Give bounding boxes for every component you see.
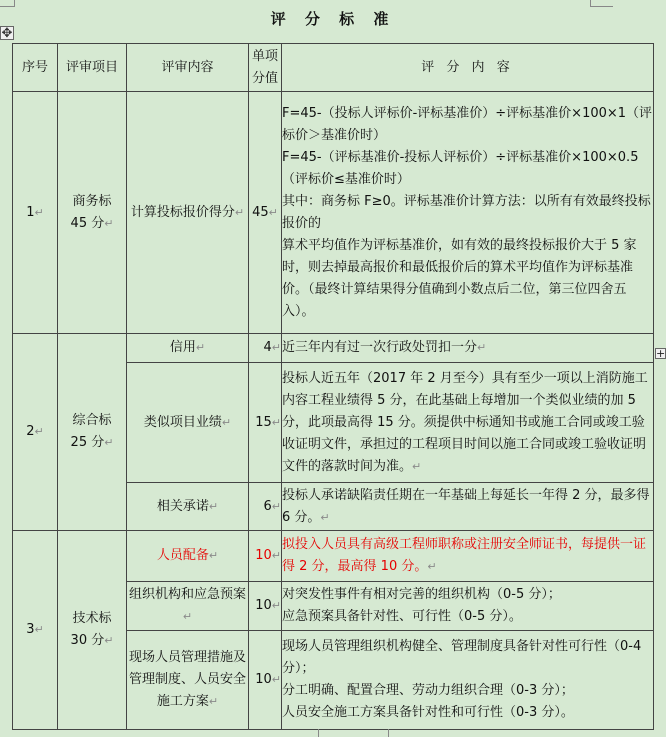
row-criteria	[282, 582, 654, 631]
table-row	[13, 92, 654, 334]
header-row	[13, 44, 654, 92]
section-item: 综合标 25 分↵	[58, 334, 127, 531]
row-criteria	[282, 631, 654, 730]
row-content: 相关承诺↵	[127, 483, 249, 531]
table-row	[13, 334, 654, 363]
header-score	[249, 44, 282, 92]
criteria-line: 其中：商务标 F≥0。评标基准价计算方法：以所有有效最终投标报价的	[282, 193, 651, 231]
row-criteria: 拟投入人员具有高级工程师职称或注册安全师证书，每提供一证得 2 分，最高得 10 分。↵	[282, 531, 654, 582]
header-score-line1: 单项	[251, 48, 278, 64]
criteria-line: F=45-（投标人评标价-评标基准价）÷评标基准价×100×1（评标价＞基准价时）	[282, 105, 653, 143]
table-add-row-icon[interactable]: +	[656, 347, 666, 360]
criteria-line: 现场人员管理组织机构健全、管理制度具备针对性可行性（0-4 分）；	[282, 639, 642, 676]
row-score: 10↵	[249, 531, 282, 582]
section-item-name: 商务标	[72, 193, 112, 209]
section-item-name: 综合标	[72, 413, 112, 428]
row-score: 45↵	[249, 92, 282, 334]
header-criteria: 评 分 内 容	[282, 44, 654, 92]
row-content: 人员配备↵	[127, 531, 249, 582]
column-marker	[388, 729, 389, 737]
row-score: 10↵	[249, 631, 282, 730]
row-criteria: 近三年内有过一次行政处罚扣一分↵	[282, 334, 654, 363]
section-seq: 2↵	[13, 334, 58, 531]
page-corner-mark-left	[0, 0, 15, 7]
row-content: 类似项目业绩↵	[127, 363, 249, 483]
criteria-line: F=45-（评标基准价-投标人评标价）÷评标基准价×100×0.5（评标价≤基准价时）	[282, 149, 639, 187]
section-seq: 3↵	[13, 531, 58, 730]
row-content: 现场人员管理措施及管理制度、人员安全施工方案↵	[127, 631, 249, 730]
section-item-score: 25 分	[70, 435, 105, 450]
table-move-handle-icon[interactable]: ✥	[1, 26, 13, 41]
header-score-line2: 分值	[251, 70, 278, 86]
header-content: 评审内容	[127, 44, 249, 92]
page-title: 评 分 标 准	[270, 10, 396, 28]
row-score: 10↵	[249, 582, 282, 631]
criteria-line: 分工明确、配置合理、劳动力组织合理（0-3 分）；	[282, 683, 574, 698]
row-criteria	[282, 92, 654, 334]
page-corner-mark-right	[590, 0, 613, 7]
row-score: 6↵	[249, 483, 282, 531]
criteria-line: 对突发性事件有相对完善的组织机构（0-5 分）；	[282, 587, 561, 602]
table-row	[13, 531, 654, 582]
section-item-name: 技术标	[72, 611, 112, 626]
section-seq: 1↵	[13, 92, 58, 334]
column-marker	[318, 729, 319, 737]
section-item: 技术标 30 分↵	[58, 531, 127, 730]
row-content: 信用↵	[127, 334, 249, 363]
section-item: 商务标 45 分↵	[58, 92, 127, 334]
row-content: 计算投标报价得分↵	[127, 92, 249, 334]
row-criteria: 投标人承诺缺陷责任期在一年基础上每延长一年得 2 分，最多得 6 分。↵	[282, 483, 654, 531]
criteria-line: 算术平均值作为评标基准价，如有效的最终投标报价大于 5 家时，则去掉最高报价和最低报价后的算术平均值作为评标基准价。（最终计算结果得分值确到小数点后二位，第三位四舍五入）。	[282, 237, 637, 319]
row-content: 组织机构和应急预案↵	[127, 582, 249, 631]
row-criteria: 投标人近五年（2017 年 2 月至今）具有至少一项以上消防施工内容工程业绩得 5 分，在此基础上每增加一个类似业绩的加 5 分，此项最高得 15 分。须提供中标通知书或施工合同或竣工验收证明文件，承担过的工程项目时间以施工合同或竣工验收证明文件的落款时间为准。↵	[282, 363, 654, 483]
section-item-score: 45 分	[70, 215, 105, 231]
criteria-line: 人员安全施工方案具备针对性和可行性（0-3 分）。	[282, 705, 574, 720]
header-seq: 序号	[13, 44, 58, 92]
scoring-table	[12, 43, 654, 730]
section-item-score: 30 分	[70, 633, 105, 648]
header-item: 评审项目	[58, 44, 127, 92]
row-score: 15↵	[249, 363, 282, 483]
row-score: 4↵	[249, 334, 282, 363]
criteria-line: 应急预案具备针对性、可行性（0-5 分）。	[282, 609, 522, 624]
